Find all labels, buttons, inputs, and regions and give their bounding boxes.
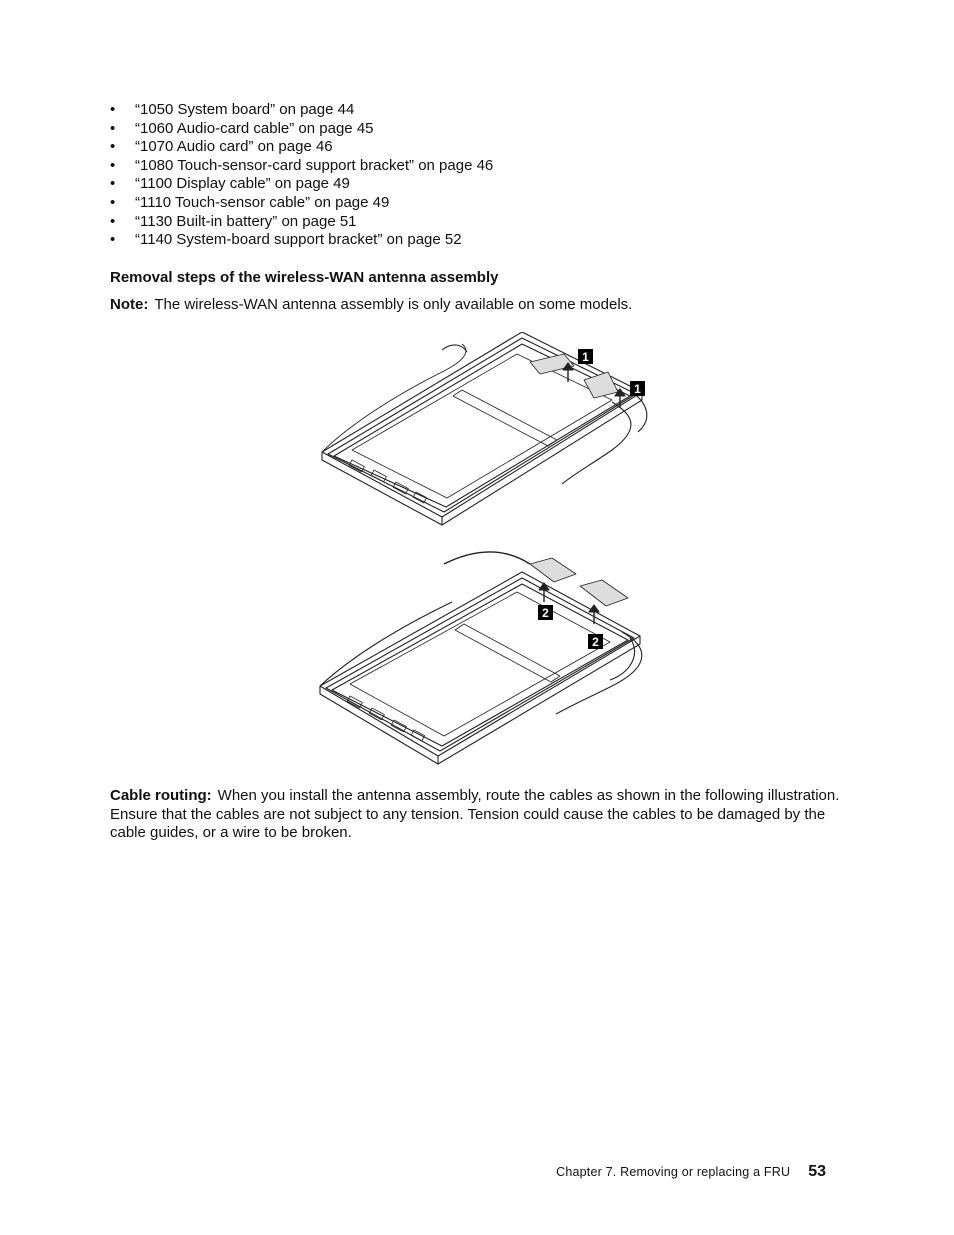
note: [110, 296, 632, 313]
list-item-text: “1080 Touch-sensor-card support bracket” on page 46: [135, 156, 494, 174]
list-item-text: “1050 System board” on page 44: [135, 101, 355, 118]
list-item-text: “1110 Touch-sensor cable” on page 49: [135, 193, 390, 211]
callout-1b: 1: [634, 382, 641, 396]
list-item: [110, 213, 493, 232]
list-item-text: “1070 Audio card” on page 46: [135, 138, 333, 156]
bullet: •: [110, 212, 116, 230]
chapter-title: Chapter 7. Removing or replacing a FRU: [556, 1165, 791, 1179]
bullet: •: [110, 175, 116, 193]
list-item: [110, 101, 493, 120]
note-text: The wireless-WAN antenna assembly is only available on some models.: [154, 296, 633, 313]
note-label: Note:: [110, 296, 149, 313]
bullet: •: [110, 231, 116, 249]
bullet: •: [110, 156, 116, 174]
bullet: •: [110, 193, 116, 211]
list-item-text: “1060 Audio-card cable” on page 45: [135, 119, 374, 137]
related-procedures-list: [110, 101, 493, 250]
antenna-removal-figure-step-1: [312, 332, 652, 528]
page-number: 53: [808, 1163, 826, 1180]
cable-routing-paragraph: [110, 787, 845, 843]
list-item: [110, 138, 493, 157]
list-item: [110, 120, 493, 139]
list-item: [110, 231, 493, 250]
list-item-text: “1130 Built-in battery” on page 51: [135, 212, 357, 230]
section-heading: Removal steps of the wireless-WAN antenna assembly: [110, 269, 499, 286]
bullet: •: [110, 101, 116, 118]
list-item-text: “1100 Display cable” on page 49: [135, 175, 350, 193]
cable-routing-text: When you install the antenna assembly, route the cables as shown in the following illustration. Ensure that the cables are not subject to any tension. Tension could cause the cables to be damaged by the cable guides, or a wire to be broken.: [110, 787, 840, 842]
list-item: [110, 175, 493, 194]
bullet: •: [110, 138, 116, 156]
list-item: [110, 157, 493, 176]
antenna-removal-figure-step-2: [312, 546, 652, 768]
bullet: •: [110, 119, 116, 137]
list-item-text: “1140 System-board support bracket” on page 52: [135, 231, 462, 249]
list-item: [110, 194, 493, 213]
callout-1a: 1: [582, 350, 589, 364]
page-footer: [556, 1163, 826, 1181]
callout-2b: 2: [592, 635, 599, 649]
cable-routing-label: Cable routing:: [110, 787, 212, 804]
callout-2a: 2: [542, 606, 549, 620]
